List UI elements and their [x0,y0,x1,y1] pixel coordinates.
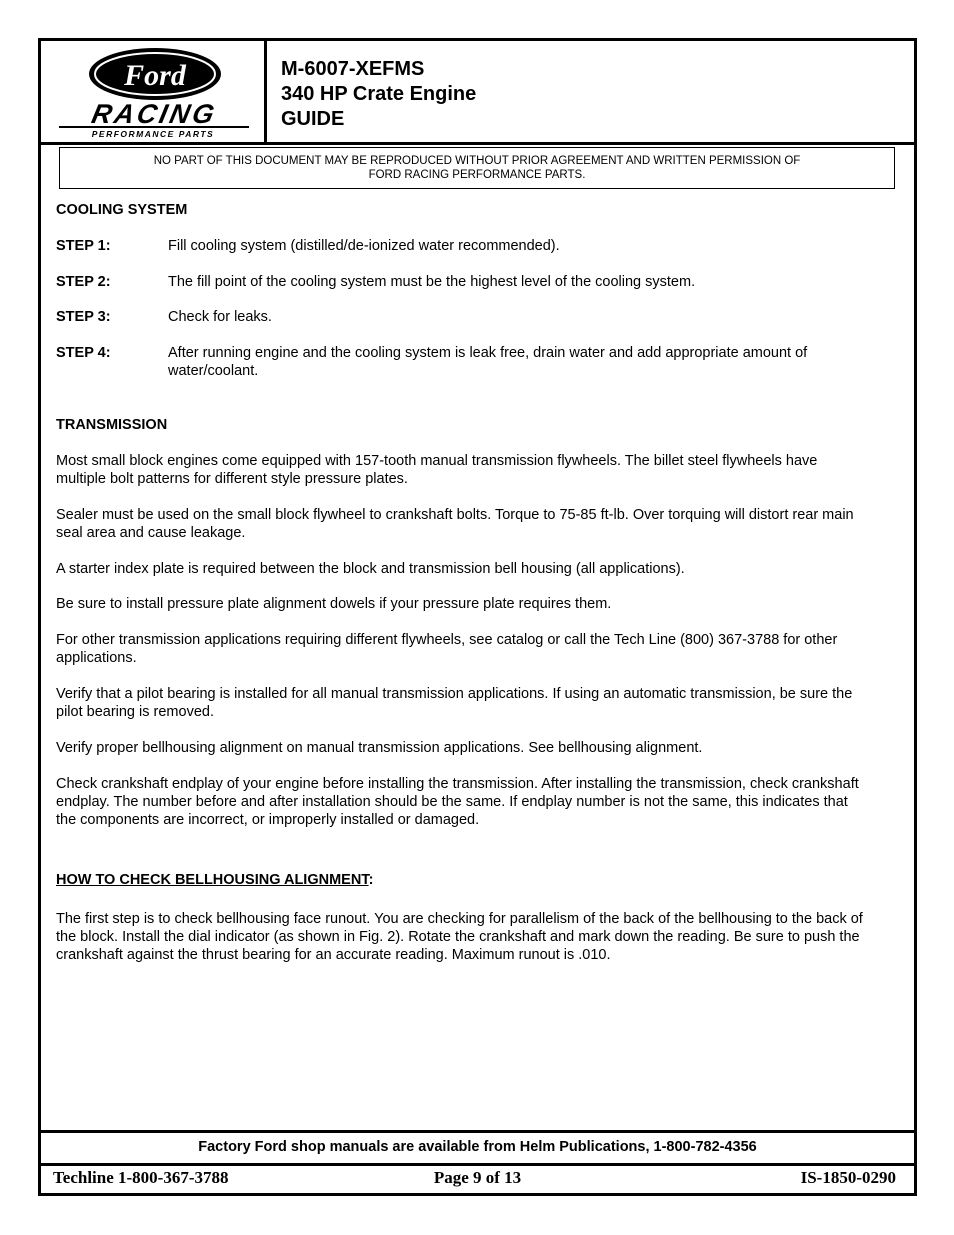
step-label: STEP 3: [56,309,111,325]
cooling-section-title: COOLING SYSTEM [56,202,188,218]
logo-ford-text: Ford [124,59,186,92]
document-type: GUIDE [281,108,345,130]
transmission-paragraph: A starter index plate is required between the block and transmission bell housing (all applications). [56,561,685,577]
step-text: Fill cooling system (distilled/de-ionized water recommended). [168,238,560,254]
transmission-paragraph: For other transmission applications requiring different flywheels, see catalog or call the Tech Line (800) 367-3788 for other applications. [56,632,838,666]
bellhousing-paragraph: The first step is to check bellhousing face runout. You are checking for parallelism of the back of the bellhousing to the back of the block. Install the dial indicator (as shown in Fig. 2). Rotate the crankshaft and mark down the reading. Be sure to push the crankshaft against the thrust bearing for an accurate reading. Maximum runout is .010. [56,911,863,963]
step-label: STEP 1: [56,238,111,254]
bellhousing-title-text: HOW TO CHECK BELLHOUSING ALIGNMENT [56,872,369,888]
step-label: STEP 2: [56,274,111,290]
step-text: After running engine and the cooling system is leak free, drain water and add appropriate amount of water/coolant. [168,345,808,379]
notice-line-2: FORD RACING PERFORMANCE PARTS. [368,169,586,181]
ford-oval-logo-icon [41,41,264,142]
document-header [41,41,914,145]
copyright-notice [59,147,895,189]
shop-manual-note: Factory Ford shop manuals are available from Helm Publications, 1-800-782-4356 [41,1130,914,1166]
bellhousing-title-colon: : [368,872,374,888]
step-text: The fill point of the cooling system must be the highest level of the cooling system. [168,274,696,290]
logo-racing-text: RACING [89,98,221,129]
transmission-paragraph: Most small block engines come equipped with 157-tooth manual transmission flywheels. The billet steel flywheels have multiple bolt patterns for different style pressure plates. [56,453,818,487]
step-text: Check for leaks. [168,309,272,325]
step-label: STEP 4: [56,345,111,361]
notice-line-1: NO PART OF THIS DOCUMENT MAY BE REPRODUCED WITHOUT PRIOR AGREEMENT AND WRITTEN PERMISSION OF [153,155,801,167]
transmission-section-title: TRANSMISSION [56,417,168,433]
document-id: IS-1850-0290 [800,1168,896,1187]
ford-racing-logo [41,41,267,142]
transmission-paragraph: Check crankshaft endplay of your engine before installing the transmission. After installing the transmission, check crankshaft endplay. The number before and after installation should be the same. If endplay number is not the same, this indicates that the components are incorrect, or improperly installed or damaged. [56,776,859,828]
transmission-paragraph: Verify that a pilot bearing is installed for all manual transmission applications. If using an automatic transmission, be sure the pilot bearing is removed. [56,686,853,720]
title-block [281,57,476,132]
part-number: M-6007-XEFMS [281,58,425,80]
logo-tagline-text: PERFORMANCE PARTS [91,129,215,139]
page-footer [41,1163,914,1193]
transmission-paragraph: Be sure to install pressure plate alignment dowels if your pressure plate requires them. [56,596,612,612]
techline-phone: Techline 1-800-367-3788 [53,1168,229,1187]
transmission-paragraph: Sealer must be used on the small block flywheel to crankshaft bolts. Torque to 75-85 ft-lb. Over torquing will distort rear main seal area and cause leakage. [56,507,854,541]
page-number: Page 9 of 13 [433,1168,522,1187]
page-frame [38,38,917,1196]
product-name: 340 HP Crate Engine [281,83,477,105]
transmission-paragraph: Verify proper bellhousing alignment on manual transmission applications. See bellhousing alignment. [56,740,703,756]
bellhousing-section-title [56,871,373,889]
